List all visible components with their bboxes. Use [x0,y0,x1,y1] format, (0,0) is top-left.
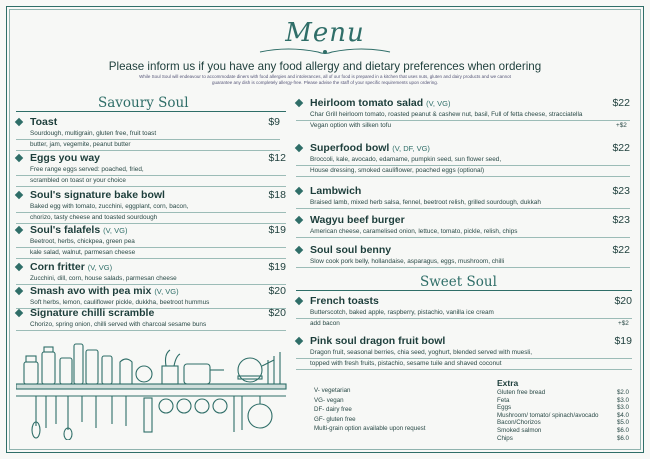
extra-name: Gluten free bread [497,389,546,396]
diamond-bullet-icon [15,118,23,126]
item-diet: (V, VG) [154,287,179,296]
divider [296,358,632,359]
utensils-icon [268,352,280,384]
extra-row [497,389,629,397]
item-description: Chorizo, spring onion, chilli served with charcoal sesame buns [30,321,207,328]
item-description: Free range eggs served: poached, fried, [30,166,144,173]
extra-name: Mushroom/ tomato/ spinach/avocado [497,411,599,419]
legend-item: Multi-grain option available upon request [314,425,426,433]
extra-list [497,389,629,442]
item-description: Braised lamb, mixed herb salsa, fennel, beetroot relish, grilled sourdough, dukkah [310,199,541,206]
item-diet: (V, DF, VG) [392,144,430,153]
diamond-bullet-icon [295,246,303,254]
extra-name: Bacon/Chorizos [497,419,541,427]
item-name-text: French toasts [310,295,379,307]
menu-item [296,215,630,227]
item-name-text: Soul's falafels [30,224,101,236]
diamond-bullet-icon [295,297,303,305]
item-description: Sourdough, multigrain, gluten free, fruit toast [30,130,157,137]
diamond-bullet-icon [15,226,23,234]
menu-item [296,143,630,155]
menu-title: Menu [285,18,365,48]
item-addon: add bacon [310,320,340,327]
divider [296,318,632,319]
item-description: Char Grill heirloom tomato, roasted peanut & cashew nut, basil, Full of fetta cheese, stracciatella [310,111,583,118]
item-price: $19 [268,261,286,273]
item-addon-price: +$2 [616,122,627,129]
item-name [310,335,445,347]
hanging-pan-icon [248,404,272,428]
divider [16,186,286,187]
menu-item [16,308,286,320]
extra-price: $6.0 [616,434,629,442]
divider [296,208,630,209]
item-name-text: Wagyu beef burger [310,214,405,226]
menu-item [16,225,286,237]
item-name [310,295,379,307]
legend-item: DF- dairy free [314,406,352,414]
menu-item [296,186,630,198]
bottle-icon [60,358,72,384]
bottle-icon [74,344,83,384]
item-diet: (V, VG) [87,263,113,272]
diamond-bullet-icon [15,191,23,199]
item-description: Zucchini, dill, corn, house salads, parmesan cheese [30,275,177,282]
item-name-text: Signature chilli scramble [30,307,155,319]
legend-item: GF- gluten free [314,415,356,423]
item-price: $22 [612,244,630,256]
flower-pot-icon [162,366,178,384]
item-name-text: Heirloom tomato salad [310,97,424,109]
divider [296,237,630,238]
item-name [30,152,100,164]
item-description: Slow cook pork belly, hollandaise, asparagus, eggs, mushroom, chilli [310,258,505,265]
allergy-subnotice: While Soul Soul will endeavour to accommodate diners with food allergies and intolerances, all of our food is prepared in a kitchen that uses nuts, gluten and dairy products and we cannot guarantee any dish is completely allergy-free. Please advise the staff of your specific requirements upon ordering. [139,74,511,85]
menu-item [296,98,630,110]
item-price: $23 [612,185,630,197]
diet-legend [314,386,425,434]
item-description: Baked egg with tomato, zucchini, eggplant, corn, bacon, [30,203,189,210]
divider [296,369,632,370]
savoury-section-divider [16,111,286,112]
item-description: House dressing, smoked cauliflower, poached eggs (optional) [310,167,485,174]
menu-item [16,262,286,274]
item-price: $22 [612,142,630,154]
item-name [30,116,57,128]
teapot-icon [238,358,262,382]
extra-row [497,412,629,420]
allergy-notice: Please inform us if you have any food allergy and dietary preferences when ordering [108,60,542,73]
extra-name: Eggs [497,404,512,412]
item-description: scrambled on toast or your choice [30,177,126,184]
item-addon: Vegan option with silken tofu [310,122,392,129]
extra-row [497,435,629,443]
item-price: $12 [268,152,286,164]
menu-item [16,117,280,129]
item-description: Beetroot, herbs, chickpea, green pea [30,238,135,245]
extra-price: $6.0 [616,426,629,434]
item-name [30,189,165,201]
menu-item [296,336,632,348]
menu-item [296,245,630,257]
title-swash-ornament [258,46,392,58]
item-description: Dragon fruit, seasonal berries, chia seed, yoghurt, blended served with muesli, [310,349,533,356]
menu-item [16,286,286,298]
savoury-section-title: Savoury Soul [98,95,189,111]
extra-name: Feta [497,396,510,404]
divider [16,258,286,259]
item-price: $20 [614,295,632,307]
item-price: $9 [268,116,280,128]
saucepan-icon [184,364,210,384]
item-name [30,224,127,236]
item-price: $20 [268,307,286,319]
extra-row [497,427,629,435]
divider [296,267,630,268]
item-description: chorizo, tasty cheese and toasted sourdough [30,214,158,221]
item-name-text: Pink soul dragon fruit bowl [310,335,446,347]
diamond-bullet-icon [295,187,303,195]
item-name [310,142,430,154]
divider [16,139,280,140]
item-name-text: Corn fritter [30,261,85,273]
item-name-text: Superfood bowl [310,142,390,154]
item-name-text: Soul's signature bake bowl [30,189,165,201]
extra-title: Extra [497,378,519,388]
extra-name: Smoked salmon [497,426,542,434]
item-price: $22 [612,97,630,109]
divider [296,176,630,177]
item-name [30,307,154,319]
item-diet: (V, VG) [426,99,451,108]
item-price: $20 [268,285,286,297]
item-name [30,285,179,297]
item-price: $19 [268,224,286,236]
sweet-section-title: Sweet Soul [420,274,497,290]
item-name-text: Eggs you way [30,152,101,164]
item-name [310,214,405,226]
item-name-text: Toast [30,116,58,128]
diamond-bullet-icon [15,287,23,295]
legend-item: V- vegetarian [314,387,351,394]
divider [16,330,286,331]
menu-item [16,190,286,202]
item-name-text: Lambwich [310,185,362,197]
diamond-bullet-icon [295,337,303,345]
item-price: $19 [614,335,632,347]
extra-row [497,419,629,427]
item-name-text: Soul soul benny [310,244,392,256]
item-description: Butterscotch, baked apple, raspberry, pistachio, vanilla ice cream [310,309,494,316]
kettle-icon [120,359,132,384]
diamond-bullet-icon [295,144,303,152]
pot-icon [136,366,152,382]
divider [296,165,630,166]
diamond-bullet-icon [15,309,23,317]
item-description: topped with fresh fruits, pistachio, sesame tuile and shaved coconut [310,360,502,367]
item-addon-price: +$2 [618,320,629,327]
item-name [30,261,112,273]
jar-icon [24,362,38,384]
diamond-bullet-icon [295,99,303,107]
item-price: $18 [268,189,286,201]
item-name [310,97,450,109]
item-name [310,185,361,197]
divider [296,120,630,121]
extra-price: $3.0 [616,404,629,412]
diamond-bullet-icon [15,154,23,162]
kitchen-illustration [16,336,292,440]
legend-item: VG- vegan [314,396,344,404]
menu-item [16,153,286,165]
divider [16,247,286,248]
item-diet: (V, VG) [103,226,128,235]
item-price: $23 [612,214,630,226]
divider [16,212,286,213]
extra-row [497,397,629,405]
item-description: kale salad, walnut, parmesan cheese [30,249,136,256]
extra-row [497,404,629,412]
item-description: Broccoli, kale, avocado, edamame, pumpkin seed, sun flower seed, [310,156,502,163]
item-description: American cheese, caramelised onion, lettuce, tomato, pickle, relish, chips [310,228,518,235]
item-description: butter, jam, vegemite, peanut butter [30,141,131,148]
shelf [16,384,286,389]
divider [16,150,280,151]
divider [16,175,286,176]
diamond-bullet-icon [295,216,303,224]
hanging-cup-icon [159,399,173,413]
jar-icon [42,352,55,384]
extra-price: $2.0 [616,389,629,396]
item-name-text: Smash avo with pea mix [30,285,152,297]
menu-item [296,296,632,308]
diamond-bullet-icon [15,263,23,271]
extra-price: $3.0 [616,396,629,404]
extra-name: Chips [497,434,513,442]
extra-price: $4.0 [616,411,629,419]
item-name [310,244,391,256]
hanging-utensils [36,396,126,430]
extra-price: $5.0 [616,419,629,427]
item-description: Soft herbs, lemon, cauliflower pickle, dukkha, beetroot hummus [30,299,210,306]
sweet-section-divider [296,290,632,291]
